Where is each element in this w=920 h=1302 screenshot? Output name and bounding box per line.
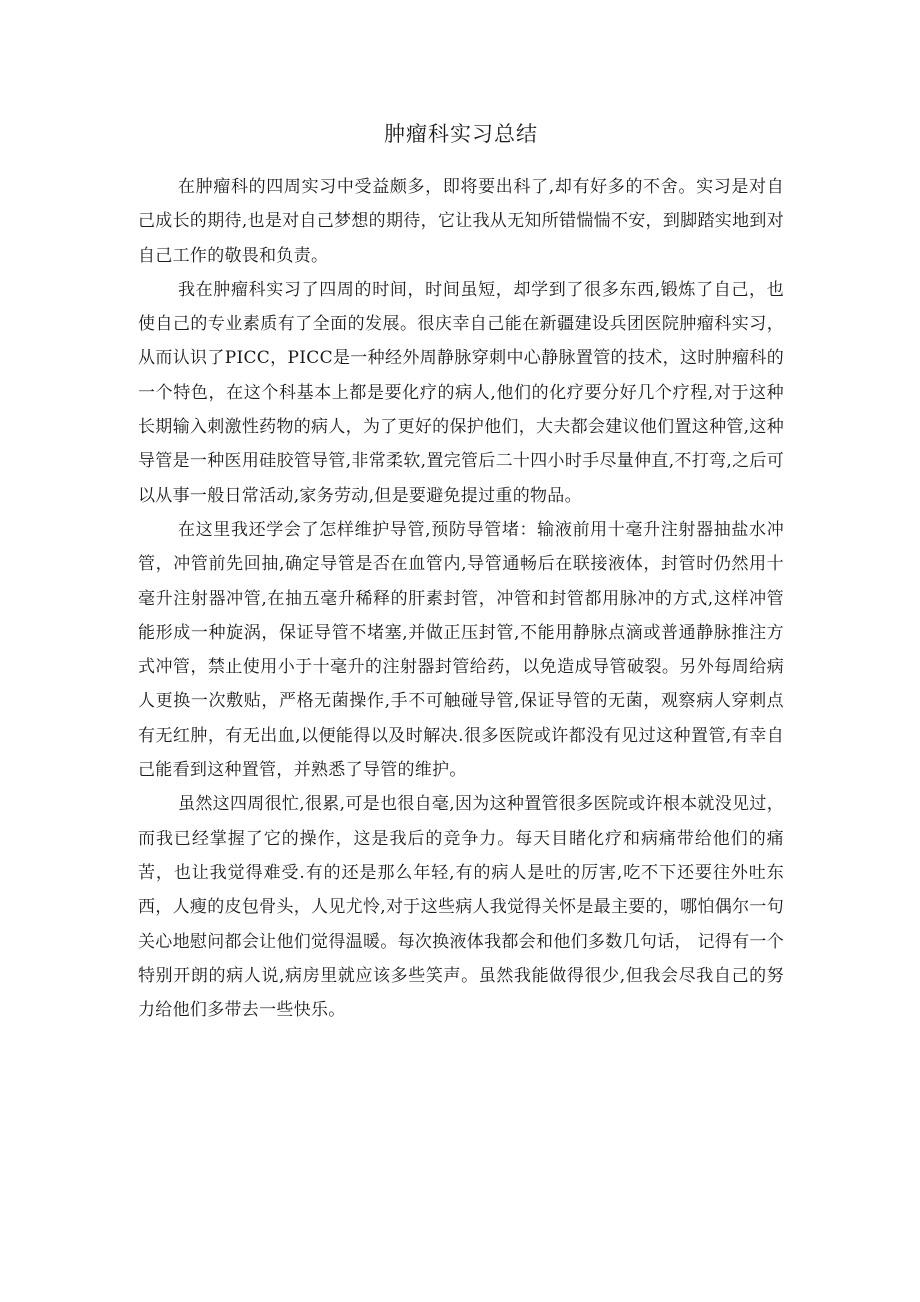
paragraph-4: 虽然这四周很忙,很累,可是也很自毫,因为这种置管很多医院或许根本就没见过，而我已经掌握了它的操作，这是我后的竞争力。每天目睹化疗和病痛带给他们的痛苦，也让我觉得难受.有的还是那么年轻,有的病人是吐的厉害,吃不下还要往外吐东西，人瘦的皮包骨头，人见尤怜,对于这些病人我觉得关怀是最主要的，哪怕偶尔一句关心地慰问都会让他们觉得温暖。每次换液体我都会和他们多数几句话， 记得有一个特别开朗的病人说,病房里就应该多些笑声。虽然我能做得很少,但我会尽我自己的努力给他们多带去一些快乐。 bbox=[138, 794, 784, 1021]
document-body bbox=[138, 116, 784, 1027]
paragraph-2: 我在肿瘤科实习了四周的时间，时间虽短，却学到了很多东西,锻炼了自己，也使自己的专业素质有了全面的发展。很庆幸自己能在新疆建设兵团医院肿瘤科实习，从而认识了PICC，PICC是一种经外周静脉穿刺中心静脉置管的技术，这时肿瘤科的一个特色，在这个科基本上都是要化疗的病人,他们的化疗要分好几个疗程,对于这种长期输入刺激性药物的病人，为了更好的保护他们，大夫都会建议他们置这种管,这种导管是一种医用硅胶管导管,非常柔软,置完管后二十四小时手尽量伸直,不打弯,之后可以从事一般日常活动,家务劳动,但是要避免提过重的物品。 bbox=[138, 279, 784, 506]
paragraph-1: 在肿瘤科的四周实习中受益颇多，即将要出科了,却有好多的不舍。实习是对自己成长的期待,也是对自己梦想的期待，它让我从无知所错惴惴不安，到脚踏实地到对自己工作的敬畏和负责。 bbox=[138, 177, 784, 266]
document-title: 肿瘤科实习总结 bbox=[384, 122, 538, 146]
paragraph-3: 在这里我还学会了怎样维护导管,预防导管堵：输液前用十毫升注射器抽盐水冲管，冲管前先回抽,确定导管是否在血管内,导管通畅后在联接液体，封管时仍然用十毫升注射器冲管,在抽五毫升稀释的肝素封管，冲管和封管都用脉冲的方式,这样冲管能形成一种旋涡，保证导管不堵塞,并做正压封管,不能用静脉点滴或普通静脉推注方式冲管，禁止使用小于十毫升的注射器封管给药，以免造成导管破裂。另外每周给病人更换一次敷贴，严格无菌操作,手不可触碰导管,保证导管的无菌，观察病人穿刺点有无红肿，有无出血,以便能得以及时解决.很多医院或许都没有见过这种置管,有幸自己能看到这种置管，并熟悉了导管的维护。 bbox=[138, 519, 784, 781]
